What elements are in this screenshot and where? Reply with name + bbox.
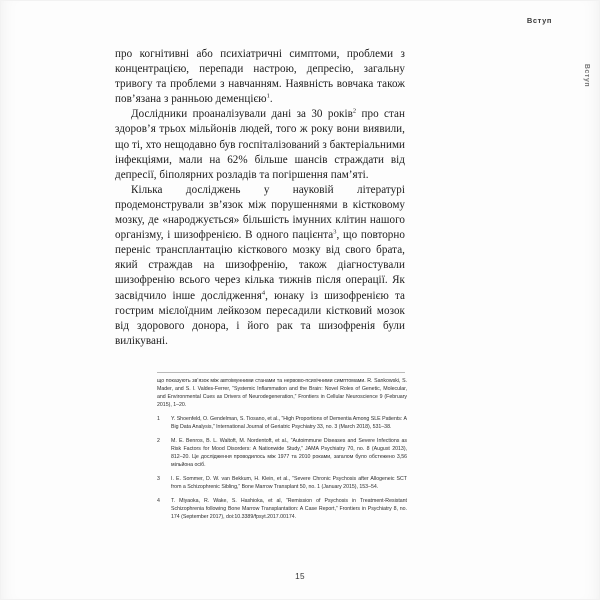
footnote-number: 3 — [157, 475, 160, 482]
footnote-text: T. Miyaoka, R. Wake, S. Hashioka, et al, “Remission of Psychosis in Treatment-Resistant Schizophrenia following Bone Marrow Transplantation: A Case Report,” Frontiers in Psychiatry 8, no. 174 (September 2017), doi:10.3389/fpsyt.2017.00174. — [171, 497, 407, 520]
footnote-marker-3: 3 — [333, 228, 337, 236]
paragraph-2 — [115, 107, 405, 182]
running-head: Вступ — [526, 16, 552, 25]
paragraph-1-tail: . — [269, 93, 273, 106]
footnote-item — [157, 475, 407, 491]
footnote-item — [157, 415, 407, 431]
paragraph-1 — [115, 47, 405, 107]
footnote-marker-2: 2 — [352, 107, 357, 115]
footnote-marker-1: 1 — [266, 92, 270, 100]
footnote-item — [157, 437, 407, 469]
paragraph-2-tail: про стан здоров’я трьох мільйонів людей, того ж року вони виявили, що ті, хто нещодавно був госпіталізований з бактеріальними інфекціями, мали на 62% більше шансів страждати від депресії, біполярних розладів та погіршення пам’яті. — [115, 108, 405, 181]
side-tab-label: Вступ — [583, 63, 591, 87]
footnotes-block — [157, 377, 407, 526]
paragraph-2-text: Дослідники проаналізували дані за 30 років — [131, 108, 353, 121]
side-tab — [578, 46, 596, 104]
footnote-separator-rule — [157, 372, 405, 373]
paragraph-1-text: про когнітивні або психіатричні симптоми, проблеми з концентрацією, перепади настрою, депресію, загальну тривогу та проблеми з навчанням. Наявність вовчака також пов’язана з ранньою деменцією — [115, 48, 405, 106]
footnote-number: 2 — [157, 438, 160, 445]
paragraph-3-tail: , що повторно переніс трансплантацію кісткового мозку від свого брата, який страждав на шизофренію, також діагностували шизофренію всього через кілька тижнів після операції. Як засвідчило інше дослідження — [115, 229, 405, 302]
footnote-number: 4 — [157, 497, 160, 504]
body-text-column — [115, 47, 405, 349]
footnote-continuation: що показують зв’язок між автоімунними станами та нервово-психічними симптомами. R. Sankowski, S. Mader, and S. I. Valdes-Ferrer, “Systemic Inflammation and the Brain: Novel Roles of Genetic, Molecular, and Environmental Cues as Drivers of Neurodegeneration,” Frontiers in Cellular Neuroscience 9 (February 2015), 1–20. — [157, 378, 407, 409]
footnote-text: M. E. Benros, B. L. Waltoft, M. Nordentoft, et al., “Autoimmune Diseases and Severe Infections as Risk Factors for Mood Disorders: A Nationwide Study,” JAMA Psychiatry 70, no. 8 (August 2013), 812–20. Це дослідження проводилось між 1977 та 2010 роками, загалом було обстежено 3,56 мільйона осіб. — [171, 438, 407, 469]
paragraph-4-tail: , юнаку із шизофренією та гострим мієлоїдним лейкозом пересадили кістковий мозок від здорового донора, і його рак та шизофренія були вилікувані. — [115, 289, 405, 347]
footnote-number: 1 — [157, 416, 160, 423]
footnote-text: I. E. Sommer, D. W. van Bekkum, H. Klein, et al., “Severe Chronic Psychosis after Allogeneic SCT from a Schizophrenic Sibling,” Bone Marrow Transplant 50, no. 1 (January 2015), 153–54. — [171, 475, 407, 491]
footnote-item — [157, 497, 407, 521]
footnote-text: Y. Shoenfeld, O. Gendelman, S. Tiosano, et al., “High Proportions of Dementia Among SLE Patients: A Big Data Analysis,” International Journal of Geriatric Psychiatry 33, no. 3 (March 2018), 531–38. — [171, 416, 407, 431]
paragraph-3 — [115, 183, 405, 349]
paragraph-3-text: Кілька досліджень у науковій літературі продемонстрували зв’язок між порушеннями в кістковому мозку, де «народжується» більшість імунних клітин нашого організму, і шизофренією. В одного пацієнта — [115, 183, 405, 242]
footnote-marker-4: 4 — [261, 288, 266, 296]
page-number: 15 — [295, 572, 305, 581]
